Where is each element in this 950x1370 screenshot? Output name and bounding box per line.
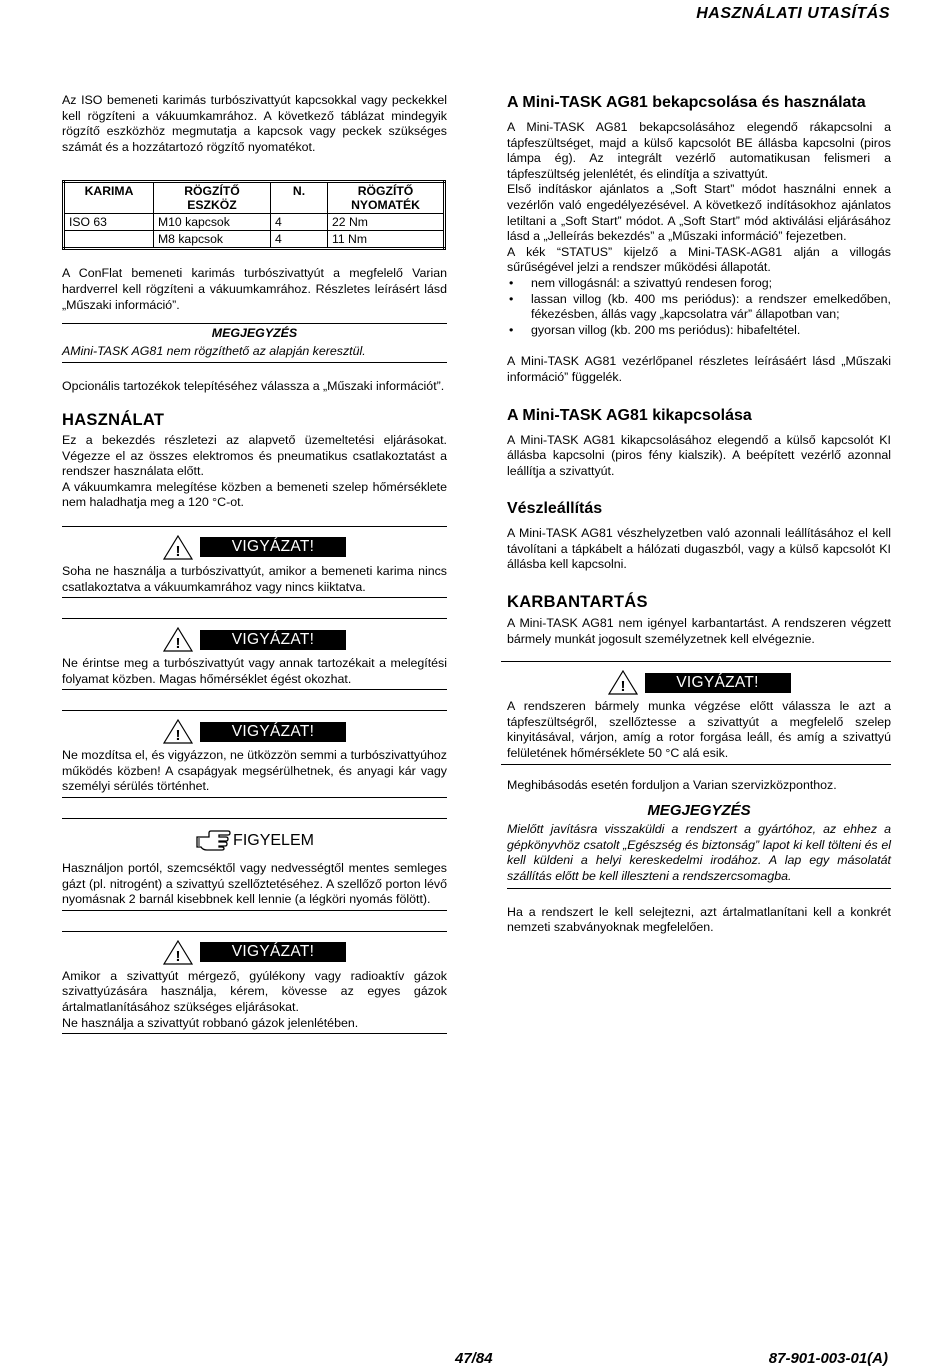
failure-paragraph: Meghibásodás esetén forduljon a Varian szervizközponthoz.	[507, 777, 837, 792]
svg-text:!: !	[175, 542, 181, 560]
attention-box	[62, 818, 447, 911]
warning-triangle-icon	[163, 627, 193, 652]
power-on-heading: A Mini-TASK AG81 bekapcsolása és használata	[507, 94, 866, 111]
list-item: • lassan villog (kb. 400 ms periódus): a rendszer emelkedőben, fékezésben, állás vagy „kapcsolatra vár” állapotban van;	[531, 292, 891, 323]
list-item: • gyorsan villog (kb. 200 ms periódus): hibafeltétel.	[531, 323, 891, 339]
note-title: MEGJEGYZÉS	[647, 802, 751, 820]
status-list	[507, 276, 891, 338]
document-number: 87-901-003-01(A)	[768, 1350, 888, 1367]
warning-box-2	[62, 618, 447, 690]
power-on-paragraph-3: A kék “STATUS” kijelző a Mini-TASK-AG81 alján a villogás sűrűségével jelzi a rendszer működési állapotát.	[507, 244, 891, 275]
svg-text:!: !	[175, 635, 181, 653]
table-cell: 11 Nm	[328, 231, 445, 249]
note-text: AMini-TASK AG81 nem rögzíthető az alapján keresztül.	[62, 343, 366, 358]
attention-label: FIGYELEM	[233, 831, 314, 849]
warning-label: VIGYÁZAT!	[645, 673, 791, 693]
maintenance-paragraph: A Mini-TASK AG81 nem igényel karbantartást. A rendszeren végzett bármely munkát jogosult személyzetnek kell elvégeznie.	[507, 616, 891, 646]
warning-text: Ne mozdítsa el, és vigyázzon, ne ütközzön semmi a turbószivattyúhoz működés közben! A csapágyak megsérülhetnek, és anyagi kár vagy személyi sérülés történhet.	[62, 748, 447, 794]
use-heading: HASZNÁLAT	[62, 410, 165, 429]
emergency-stop-paragraph: A Mini-TASK AG81 vészhelyzetben való azonnali leállításához el kell távolítani a tápkábelt a hálózati dugaszból, vagy a külső kapcsolót KI állásba kell kapcsolni.	[507, 526, 891, 572]
table-header-cell: RÖGZÍTŐ ESZKÖZ	[154, 182, 271, 214]
svg-text:!: !	[175, 947, 181, 965]
power-on-paragraph-2: Első indításkor ajánlatos a „Soft Start” módot használni ennek a vezérlőn való engedélyezésével. A következő indításokhoz ajánlatos letiltani a „Soft Start” módot. A „Soft Start” mód aktiválási eljárásához lásd a „Jelleírás bekezdés” a „Műszaki információ” fejezetben.	[507, 182, 891, 244]
svg-text:!: !	[175, 727, 181, 745]
warning-label: VIGYÁZAT!	[200, 630, 346, 650]
warning-label: VIGYÁZAT!	[200, 722, 346, 742]
warning-label: VIGYÁZAT!	[200, 942, 346, 962]
table-header-cell: N.	[271, 182, 328, 214]
table-cell: M10 kapcsok	[154, 214, 271, 231]
intro-paragraph: Az ISO bemeneti karimás turbószivattyút kapcsokkal vagy peckekkel kell rögzíteni a vákuumkamrához. A következő táblázat mindegyik rögzítő eszközhöz megmutatja a kapcsok vagy peckek szükséges számát és a hozzátartozó rögzítő nyomatékot.	[62, 93, 447, 154]
table-cell: 4	[271, 214, 328, 231]
maintenance-heading: KARBANTARTÁS	[507, 593, 648, 612]
use-paragraph-1: Ez a bekezdés részletezi az alapvető üzemeltetési eljárásokat. Végezze el az összes elektromos és pneumatikus csatlakoztatást a rendszer használata előtt.	[62, 432, 447, 479]
note-title: MEGJEGYZÉS	[211, 326, 298, 341]
note-box	[507, 799, 891, 888]
table-cell: M8 kapcsok	[154, 231, 271, 249]
warning-box-4	[62, 931, 447, 1034]
note-box	[62, 323, 447, 363]
table-header-cell: KARIMA	[64, 182, 154, 214]
warning-triangle-icon	[608, 670, 638, 695]
svg-text:!: !	[620, 678, 625, 696]
header-title: HASZNÁLATI UTASÍTÁS	[696, 5, 890, 22]
use-paragraph-2: A vákuumkamra melegítése közben a bemeneti szelep hőmérséklete nem haladhatja meg a 120 °C-ot.	[62, 479, 447, 510]
warning-text: Soha ne használja a turbószivattyút, amikor a bemeneti karima nincs csatlakoztatva a vákuumkamrához vagy nincs kiiktatva.	[62, 563, 447, 594]
table-cell	[64, 231, 154, 249]
pointing-hand-icon	[195, 829, 231, 851]
fastening-table	[62, 180, 446, 250]
table-row	[64, 214, 445, 231]
table-row	[64, 231, 445, 249]
warning-triangle-icon	[163, 940, 193, 965]
list-item: • nem villogásnál: a szivattyú rendesen forog;	[531, 276, 891, 292]
emergency-stop-heading: Vészleállítás	[507, 500, 603, 518]
warning-box-3	[62, 710, 447, 798]
table-cell: ISO 63	[64, 214, 154, 231]
warning-label: VIGYÁZAT!	[200, 537, 346, 557]
warning-triangle-icon	[163, 535, 193, 560]
attention-text: Használjon portól, szemcséktől vagy nedvességtől mentes semleges gázt (pl. nitrogént) a szivattyú szellőztetéséhez. A szellőző porton lévő nyomásnak 2 barnál kisebbnek kell lennie (a légköri nyomás fölött).	[62, 861, 447, 907]
disposal-paragraph: Ha a rendszert le kell selejtezni, azt ártalmatlanítani kell a konkrét nemzeti szabványoknak megfelelően.	[507, 904, 891, 935]
warning-triangle-icon	[163, 719, 193, 744]
conflat-paragraph: A ConFlat bemeneti karimás turbószivattyút a megfelelő Varian hardverrel kell rögzíteni a vákuumkamrához. Részletes leírásért lásd „Műszaki információ”.	[62, 266, 447, 312]
table-cell: 22 Nm	[328, 214, 445, 231]
warning-box-1	[62, 526, 447, 598]
power-off-paragraph: A Mini-TASK AG81 kikapcsolásához elegendő a külső kapcsolót KI állásba kapcsolni (piros fény kialszik). A beépített vezérlő azonnal leállítja a szivattyút.	[507, 432, 891, 478]
optional-accessories-paragraph: Opcionális tartozékok telepítéséhez válassza a „Műszaki információt”.	[62, 379, 445, 394]
table-header-cell: RÖGZÍTŐ NYOMATÉK	[328, 182, 445, 214]
page-number: 47/84	[455, 1350, 493, 1367]
table-cell: 4	[271, 231, 328, 249]
warning-box-5	[501, 661, 891, 764]
warning-text: Ne használja a szivattyút robbanó gázok jelenlétében.	[62, 1015, 359, 1030]
left-column	[62, 93, 447, 1034]
power-off-heading: A Mini-TASK AG81 kikapcsolása	[507, 406, 752, 424]
warning-text: Amikor a szivattyút mérgező, gyúlékony vagy radioaktív gázok szivattyúzására használja, kérem, kövesse az egyes gázok ártalmatlanításához szükséges eljárásokat.	[62, 968, 447, 1015]
power-on-paragraph-1: A Mini-TASK AG81 bekapcsolásához elegendő rákapcsolni a tápfeszültséget, majd a külső kapcsolót BE állásba kapcsolni (piros lámpa ég). Az integrált vezérlő automatikusan felismeri a tápfeszültség jelenlétét, és elindítja a szivattyút.	[507, 120, 891, 181]
warning-text: A rendszeren bármely munka végzése előtt válassza le azt a tápfeszültségről, szellőztesse a szivattyút a megfelelő szelep kinyitásával, várjon, amíg a rotor forgása leáll, és amíg a szivattyú felületének hőmérséklete 50 °C alá esik.	[507, 699, 891, 761]
warning-text: Ne érintse meg a turbószivattyút vagy annak tartozékait a melegítési folyamat közben. Magas hőmérséklet égést okozhat.	[62, 656, 447, 686]
table-header-row	[64, 182, 445, 214]
note-text: Mielőtt javításra visszaküldi a rendszert a gyártóhoz, az ehhez a gépkönyvhöz csatolt „Egészség és biztonság” lapot ki kell tölteni és el kell küldeni a helyi kereskedelmi irodához. A lap egy másolatát szállítás előtt be kell illeszteni a rendszercsomagba.	[507, 822, 891, 883]
right-column	[507, 93, 891, 936]
control-panel-paragraph: A Mini-TASK AG81 vezérlőpanel részletes leírásáért lásd „Műszaki információ” függelék.	[507, 354, 891, 384]
